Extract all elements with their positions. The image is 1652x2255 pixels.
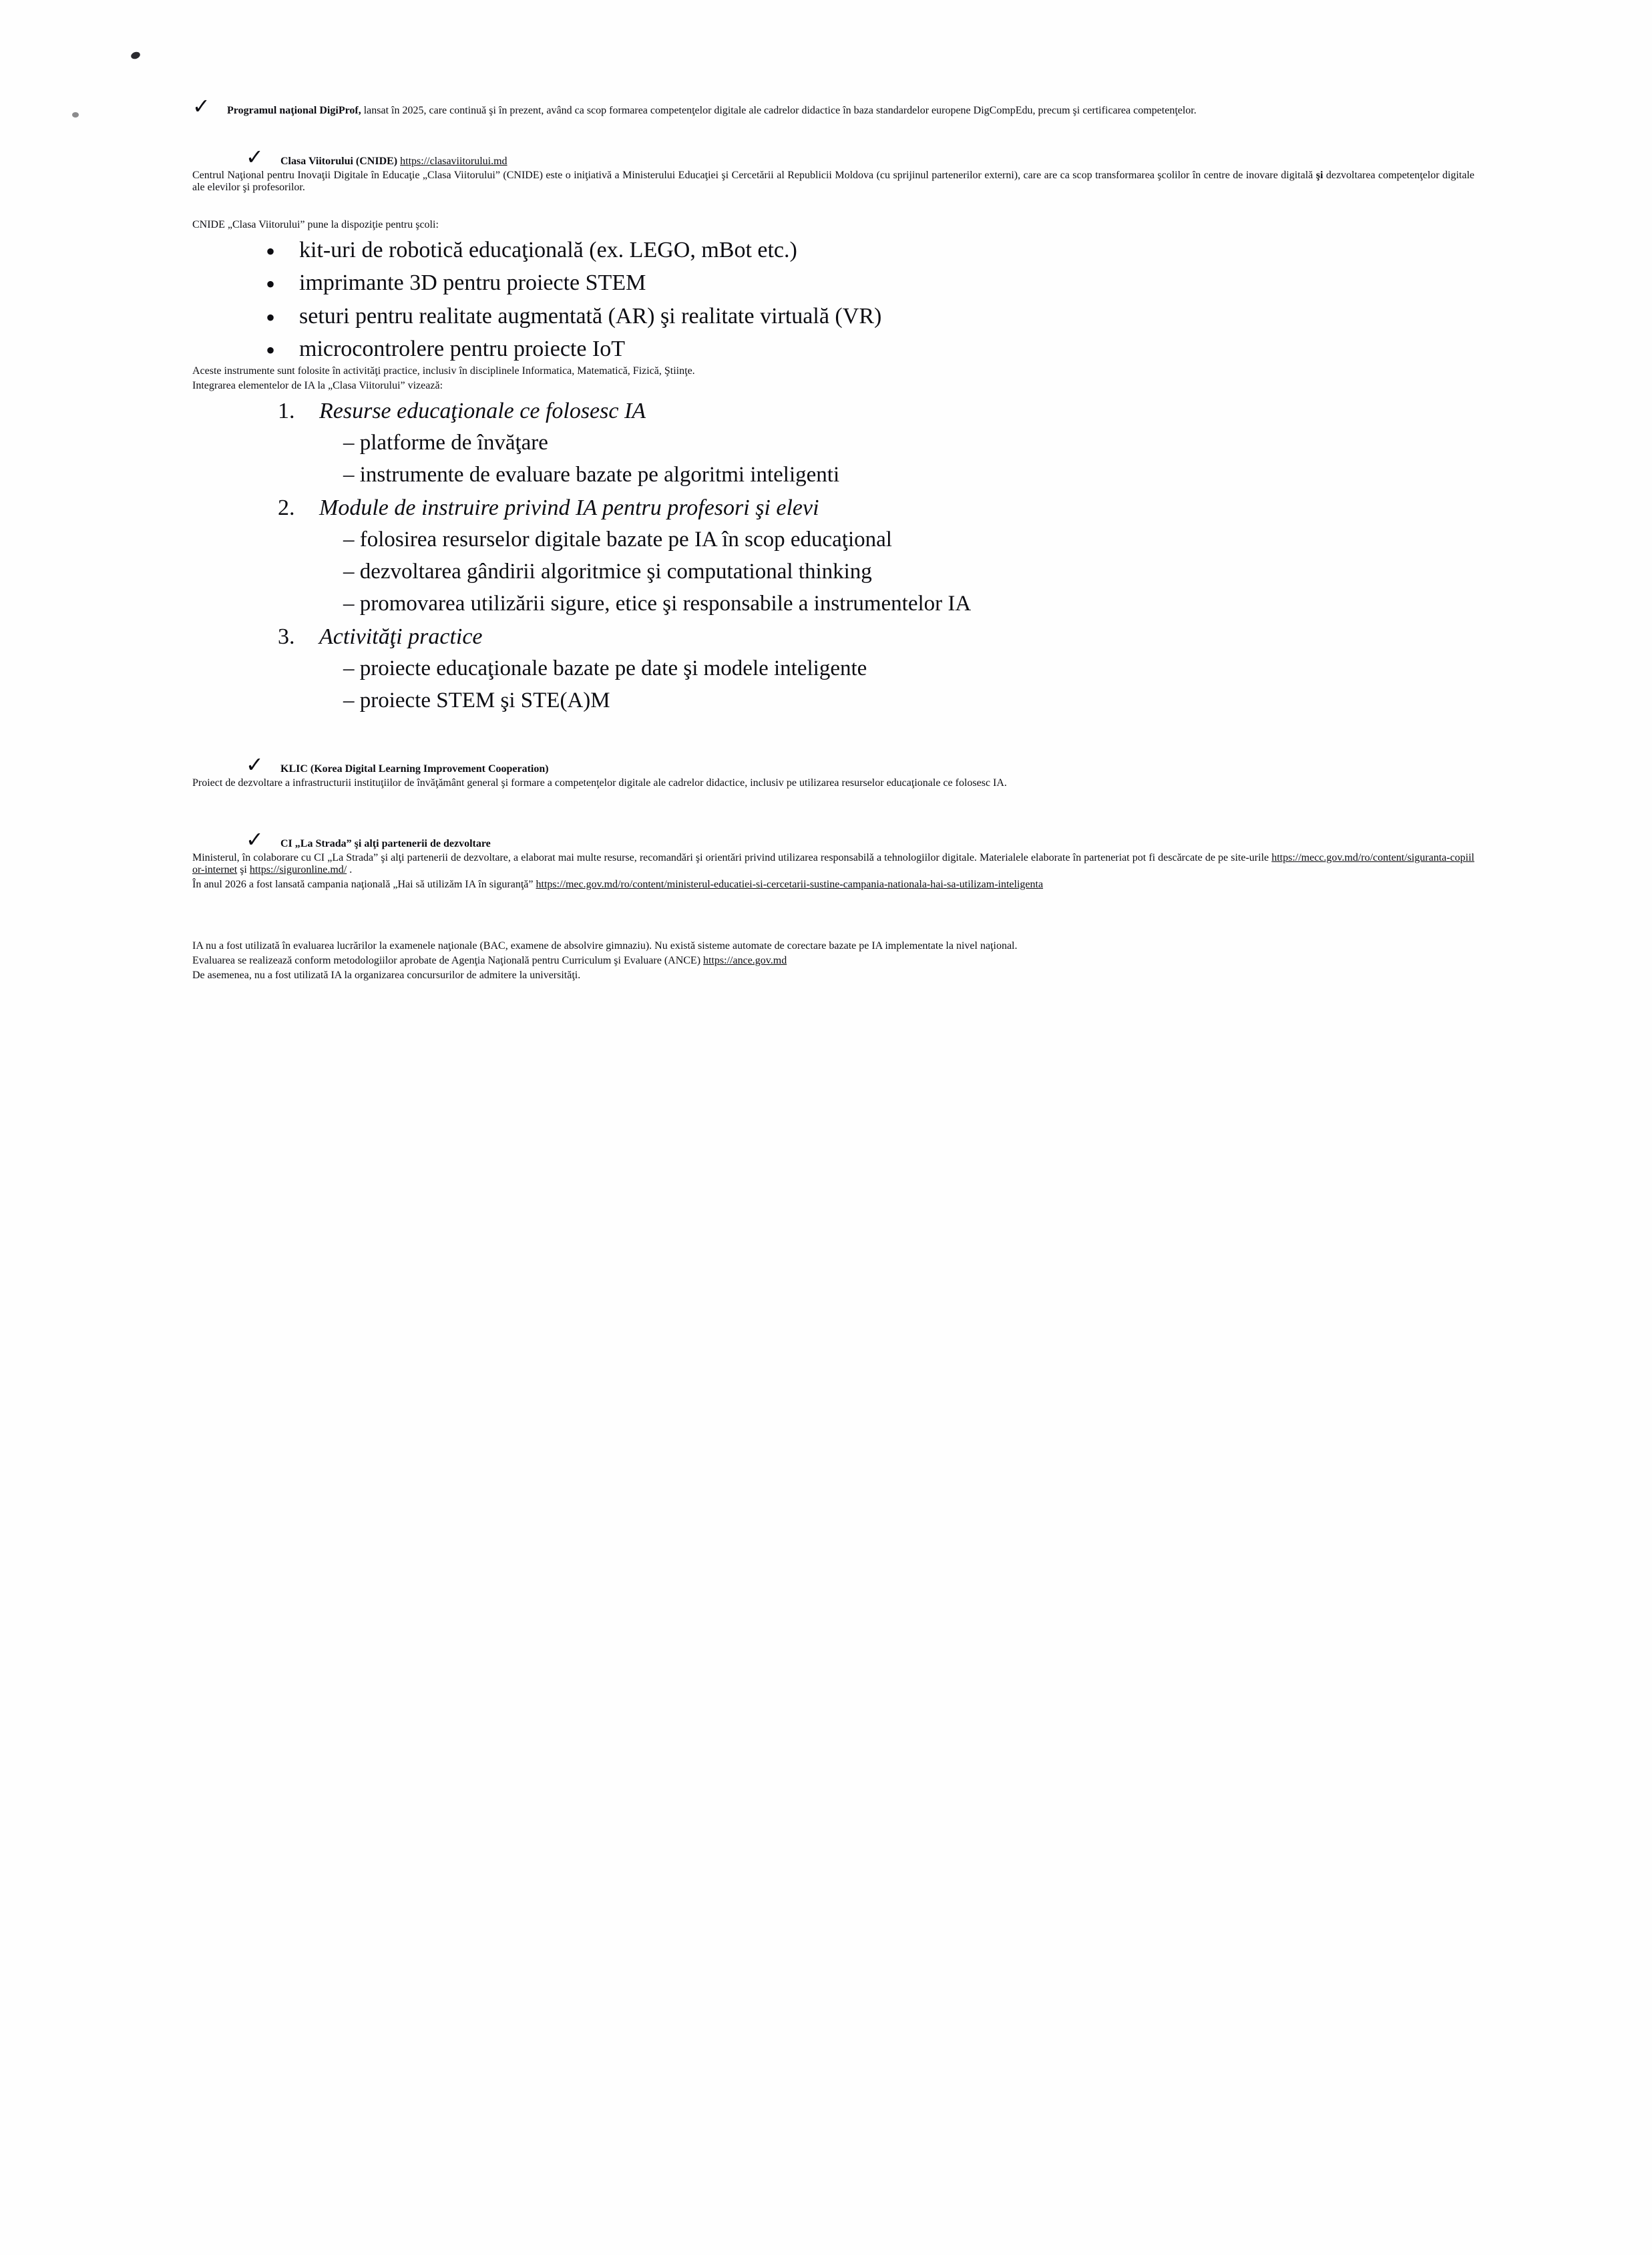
list-item: [192, 395, 1474, 491]
digiprof-text: lansat în 2025, care continuă şi în prezent, având ca scop formarea competenţelor digitale ale cadrelor didactice în baza standardelor europene DigCompEdu, precum şi certificarea competenţelor.: [361, 105, 1197, 116]
list-item: • seturi pentru realitate augmentată (AR) şi realitate virtuală (VR): [192, 300, 1474, 333]
ia-item-title: Module de instruire privind IA pentru profesori şi elevi: [319, 495, 819, 521]
closing-paragraph-2: [192, 955, 1474, 967]
cnide-link[interactable]: https://clasaviitorului.md: [400, 156, 507, 167]
ia-integration-intro: Integrarea elementelor de IA la „Clasa Viitorului” vizează:: [192, 380, 443, 392]
cnide-instruments-note: Aceste instrumente sunt folosite în activităţi practice, inclusiv în disciplinele Informatica, Matematică, Fizică, Ştiinţe.: [192, 365, 695, 377]
lastrada-paragraph: [192, 852, 1474, 876]
list-item: • kit-uri de robotică educaţională (ex. LEGO, mBot etc.): [192, 234, 1474, 266]
section-lastrada-heading: [246, 827, 1474, 852]
checkmark-icon: ✓: [246, 144, 264, 170]
list-item: • imprimante 3D pentru proiecte STEM: [192, 266, 1474, 299]
ia-item-sub: – instrumente de evaluare bazate pe algoritmi inteligenti: [343, 463, 840, 487]
cnide-text-bold: şi: [1315, 170, 1323, 181]
lastrada-campaign-paragraph: [192, 879, 1474, 891]
ia-item-sub: – proiecte educaţionale bazate pe date şi modele inteligente: [343, 656, 867, 681]
ia-item-sub: – dezvoltarea gândirii algoritmice şi computational thinking: [343, 560, 872, 584]
klic-heading: KLIC (Korea Digital Learning Improvement Cooperation): [280, 763, 549, 775]
section-cnide-heading: [246, 144, 1474, 170]
ia-item-sub: – proiecte STEM şi STE(A)M: [343, 688, 610, 713]
checkmark-icon: ✓: [192, 93, 210, 119]
closing-paragraph-1: IA nu a fost utilizată în evaluarea lucrărilor la examenele naţionale (BAC, examene de absolvire gimnaziu). Nu există sisteme automate de corectare bazate pe IA implementate la nivel naţional.: [192, 940, 1018, 952]
section-digiprof: [192, 93, 1474, 119]
ink-speck-secondary-icon: [72, 112, 79, 118]
cnide-text-2: dezvoltarea competenţelor digitale ale elevilor şi profesorilor.: [192, 170, 1474, 193]
lastrada-text-1: Ministerul, în colaborare cu CI „La Strada” şi alţi partenerii de dezvoltare, a elaborat mai multe resurse, recomandări şi orientări privind utilizarea responsabilă a tehnologiilor digitale. Materialele elaborate în parteneriat pot fi descărcate de pe site-urile: [192, 851, 1272, 863]
cnide-paragraph: [192, 170, 1474, 194]
mecc-siguranta-link[interactable]: https://mecc.gov.md/ro/content/siguranta-copiilor-internet: [192, 851, 1474, 875]
ia-item-sub: – promovarea utilizării sigure, etice şi responsabile a instrumentelor IA: [343, 592, 972, 616]
klic-paragraph: Proiect de dezvoltare a infrastructurii instituţiilor de învăţământ general şi formare a competenţelor digitale ale cadrelor didactice, inclusiv pe utilizarea resurselor educaţionale ce folosesc IA.: [192, 777, 1007, 789]
list-item: [192, 491, 1474, 620]
checkmark-icon: ✓: [246, 751, 264, 777]
ink-speck-icon: [130, 51, 142, 60]
list-item: [192, 620, 1474, 717]
ia-item-sub: – folosirea resurselor digitale bazate pe IA în scop educaţional: [343, 528, 892, 552]
closing-paragraph-3: De asemenea, nu a fost utilizată IA la organizarea concursurilor de admitere la universităţi.: [192, 969, 581, 981]
list-item: • microcontrolere pentru proiecte IoT: [192, 333, 1474, 365]
ia-item-title: Resurse educaţionale ce folosesc IA: [319, 399, 646, 424]
section-klic-heading: [246, 752, 1474, 777]
ia-item-sub: – platforme de învăţare: [343, 431, 548, 455]
cnide-offer-intro: CNIDE „Clasa Viitorului” pune la dispoziţie pentru şcoli:: [192, 219, 439, 230]
checkmark-icon: ✓: [246, 826, 264, 852]
campaign-text: În anul 2026 a fost lansată campania naţională „Hai să utilizăm IA în siguranţă”: [192, 878, 536, 890]
campaign-link[interactable]: https://mec.gov.md/ro/content/ministerul-educatiei-si-cercetarii-sustine-campania-nationala-hai-sa-utilizam-inteligenta: [536, 878, 1044, 890]
ance-link[interactable]: https://ance.gov.md: [703, 954, 787, 966]
ia-integration-list: [192, 395, 1474, 717]
cnide-text-1: Centrul Naţional pentru Inovaţii Digitale în Educaţie „Clasa Viitorului” (CNIDE) este o iniţiativă a Ministerului Educaţiei şi Cercetării al Republicii Moldova (cu sprijinul partenerilor externi), care are ca scop transformarea şcolilor în centre de inovare digitală: [192, 170, 1316, 181]
lastrada-text-3: .: [347, 863, 353, 875]
cnide-equipment-list: [192, 234, 1474, 365]
lastrada-heading: CI „La Strada” şi alţi partenerii de dezvoltare: [280, 837, 491, 849]
cnide-heading: Clasa Viitorului (CNIDE): [280, 156, 398, 167]
digiprof-heading: Programul naţional DigiProf,: [227, 105, 361, 116]
document-body: [192, 93, 1474, 984]
ia-item-title: Activităţi practice: [319, 624, 483, 649]
ance-text: Evaluarea se realizează conform metodologiilor aprobate de Agenţia Naţională pentru Curriculum şi Evaluare (ANCE): [192, 954, 704, 966]
lastrada-text-2: şi: [237, 863, 250, 875]
siguronline-link[interactable]: https://siguronline.md/: [249, 863, 347, 875]
